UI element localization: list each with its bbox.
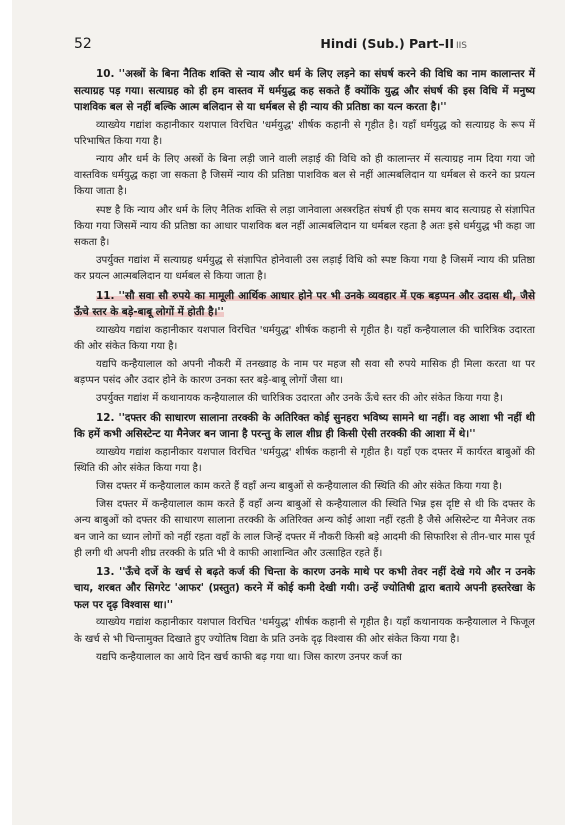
section-12 — [74, 410, 535, 562]
explanation-paragraph: स्पष्ट है कि न्याय और धर्म के लिए नैतिक शक्ति से लड़ा जानेवाला अस्त्ररहित संघर्ष ही एक समय बाद सत्याग्रह से संज्ञापित किया गया जिसमें न्याय की प्रतिष्ठा का आधार पाशविक बल नहीं आत्मबलिदान या धर्मबल रहता है अतः इसे धर्मयुद्ध भी कहा जा सकता है। — [74, 204, 535, 248]
explanation-paragraph: व्याख्येय गद्यांश कहानीकार यशपाल विरचित 'धर्मयुद्ध' शीर्षक कहानी से गृहीत है। यहाँ एक दफ्तर में कार्यरत बाबुओं की स्थिति की ओर संकेत किया गया है। — [74, 446, 535, 474]
explanation-paragraph: व्याख्येय गद्यांश कहानीकार यशपाल विरचित 'धर्मयुद्ध' शीर्षक कहानी से गृहीत है। यहाँ कन्हैयालाल की चारित्रिक उदारता की ओर संकेत किया गया है। — [74, 324, 535, 352]
question-passage — [74, 288, 535, 321]
question-passage: 10. ''अस्त्रों के बिना नैतिक शक्ति से न्याय और धर्म के लिए लड़ने का संघर्ष करने की विधि का नाम कालान्तर में सत्याग्रह पड़ गया। सत्याग्रह को ही हम वास्तव में धर्मयुद्ध कह सकते हैं क्योंकि युद्ध और संघर्ष की इस विधि में मनुष्य पाशविक बल से नहीं बल्कि आत्म बलिदान से या धर्मबल से ही न्याय की प्रतिष्ठा का यत्न करता है।'' — [74, 68, 535, 113]
question-passage: 12. ''दफ्तर की साधारण सालाना तरक्की के अतिरिक्त कोई सुनहरा भविष्य सामने था नहीं। वह आशा भी नहीं थी कि हमें कभी असिस्टेन्ट या मैनेजर बन जाना है परन्तु के लाल शीघ्र ही किसी ऐसी तरक्की की आशा में थे।'' — [74, 411, 535, 441]
section-10 — [74, 66, 535, 286]
highlighted-passage: 11. ''सौ सवा सौ रुपये का मामूली आर्थिक आधार होने पर भी उनके व्यवहार में एक बड़प्पन और उदास थी, जैसे ऊँचे स्तर के बड़े-बाबू लोगों में होती है।'' — [74, 289, 535, 319]
explanation-paragraph: न्याय और धर्म के लिए अस्त्रों के बिना लड़ी जाने वाली लड़ाई की विधि को ही कालान्तर में सत्याग्रह नाम दिया गया जो वास्तविक धर्मयुद्ध कहा जा सकता है जिसमें न्याय की प्रतिष्ठा पाशविक बल से नहीं आत्मबलिदान या धर्मबल से करने का प्रयत्न किया जाता है। — [74, 153, 535, 198]
section-11 — [74, 288, 535, 408]
running-head-mark: IIS — [455, 41, 467, 51]
question-passage: 13. ''ऊँचे दर्जे के खर्च से बढ़ते कर्ज की चिन्ता के कारण उनके माथे पर कभी तेवर नहीं देखे गये और न उनके चाय, शरबत और सिगरेट 'आफर' (प्रस्तुत) करने में कोई कमी देखी गयी। उन्हें ज्योतिषी द्वारा बताये अपनी हस्तरेखा के फल पर दृढ़ विश्वास था।'' — [74, 565, 535, 611]
section-13 — [74, 564, 535, 666]
explanation-paragraph: यद्यपि कन्हैयालाल को अपनी नौकरी में तनख्वाह के नाम पर महज सौ सवा सौ रुपये मासिक ही मिला करता था पर बड़प्पन पसंद और उदार होने के कारण उनका स्तर बड़े-बाबू लोगों जैसा था। — [74, 358, 535, 387]
explanation-paragraph: उपर्युक्त गद्यांश में सत्याग्रह धर्मयुद्ध से संज्ञापित होनेवाली उस लड़ाई विधि को स्पष्ट किया गया है जिसमें न्याय की प्रतिष्ठा कर प्रयत्न आत्मबलिदान या धर्मबल से किया जाता है। — [74, 255, 535, 283]
explanation-paragraph: जिस दफ्तर में कन्हैयालाल काम करते हैं वहाँ अन्य बाबुओं से कन्हैयालाल की स्थिति की ओर संकेत किया गया है। — [96, 480, 503, 492]
page-header — [74, 36, 535, 52]
explanation-paragraph: व्याख्येय गद्यांश कहानीकार यशपाल विरचित 'धर्मयुद्ध' शीर्षक कहानी से गृहीत है। यहाँ धर्मयुद्ध को सत्याग्रह के रूप में परिभाषित किया गया है। — [74, 119, 535, 147]
book-page — [12, 0, 565, 825]
page-number: 52 — [74, 36, 92, 52]
explanation-paragraph: जिस दफ्तर में कन्हैयालाल काम करते हैं वहाँ अन्य बाबुओं से कन्हैयालाल की स्थिति भिन्न इस दृष्टि से थी कि दफ्तर के अन्य बाबुओं को दफ्तर की साधारण सालाना तरक्की के अतिरिक्त अन्य कोई आशा नहीं रहती है जैसे असिस्टेन्ट या मैनेजर तक बन जाने का ध्यान लोगों को नहीं रहता वहाँ के लाल जिन्हें दफ्तर में नौकरी किसी बड़े आदमी की सिफारिश से तीन-चार मास पूर्व ही लगी थी अपनी शीघ्र तरक्की के प्रति भी वे काफी आशान्वित और उत्साहित रहते हैं। — [74, 499, 535, 559]
explanation-paragraph: व्याख्येय गद्यांश कहानीकार यशपाल विरचित 'धर्मयुद्ध' शीर्षक कहानी से गृहीत है। यहाँ कथानायक कन्हैयालाल ने फिजूल के खर्च से भी चिन्तामुक्त दिखाते हुए ज्योतिष विद्या के प्रति उनके दृढ़ विश्वास की ओर संकेत किया गया है। — [74, 617, 535, 645]
running-head — [320, 36, 467, 51]
explanation-paragraph: उपर्युक्त गद्यांश में कथानायक कन्हैयालाल की चारित्रिक उदारता और उनके ऊँचे स्तर की ओर संकेत किया गया है। — [96, 393, 503, 405]
explanation-paragraph: यद्यपि कन्हैयालाल का आये दिन खर्च काफी बढ़ गया था। जिस कारण उनपर कर्ज का — [96, 651, 402, 663]
running-head-title: Hindi (Sub.) Part–II — [320, 36, 454, 51]
